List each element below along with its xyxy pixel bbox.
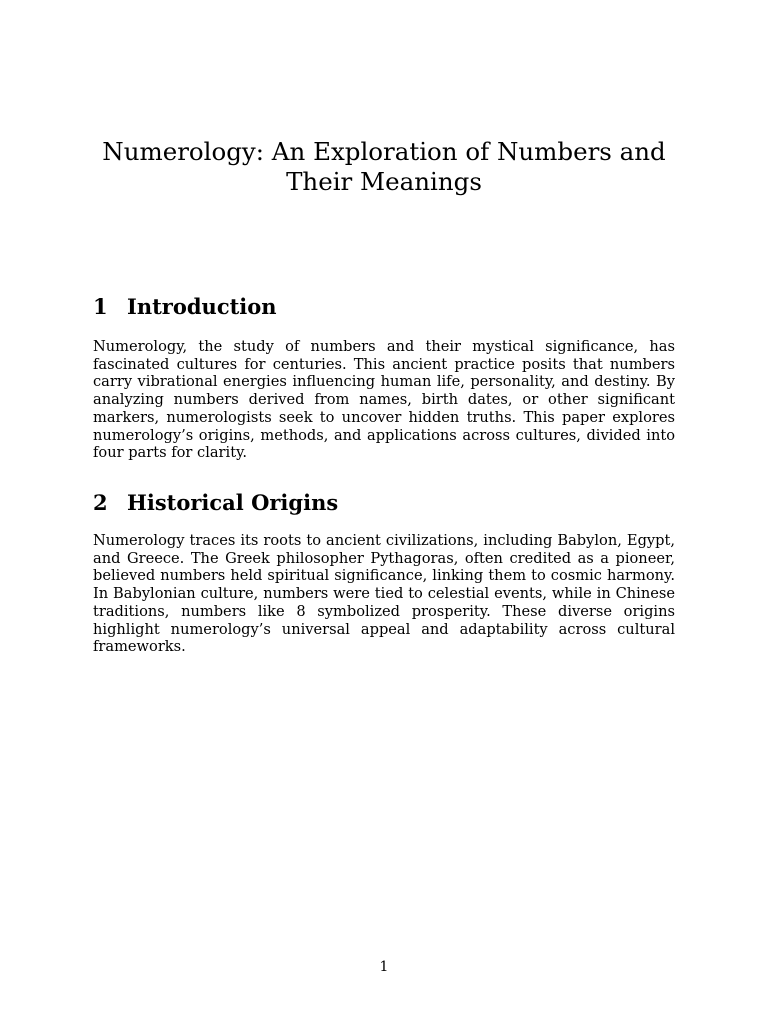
section-title: Historical Origins [127, 490, 339, 515]
page-number: 1 [379, 959, 389, 975]
section-historical-origins-heading-block [93, 490, 675, 516]
section-heading [93, 490, 675, 516]
section-title: Introduction [127, 294, 277, 319]
paragraph: Numerology traces its roots to ancient civilizations, including Babylon, Egypt, and Greece. The Greek philosopher Pythagoras, often credited as a pioneer, believed numbers held spiritual significance, linking them to cosmic harmony. In Babylonian culture, numbers were tied to celestial events, while in Chinese traditions, numbers like 8 symbolized prosperity. These diverse origins highlight numerology’s universal appeal and adaptability across cultural frameworks. [93, 532, 675, 656]
section-number: 2 [93, 490, 108, 515]
section-introduction-heading-block [93, 294, 675, 320]
section-number: 1 [93, 294, 108, 319]
section-heading [93, 294, 675, 320]
document-title: Numerology: An Exploration of Numbers and Their Meanings [102, 137, 666, 196]
section-historical-origins-body [93, 532, 675, 656]
section-introduction-body [93, 338, 675, 462]
paragraph: Numerology, the study of numbers and their mystical significance, has fascinated cultures for centuries. This ancient practice posits that numbers carry vibrational energies influencing human life, personality, and destiny. By analyzing numbers derived from names, birth dates, or other significant markers, numerologists seek to uncover hidden truths. This paper explores numerology’s origins, methods, and applications across cultures, divided into four parts for clarity. [93, 338, 675, 462]
